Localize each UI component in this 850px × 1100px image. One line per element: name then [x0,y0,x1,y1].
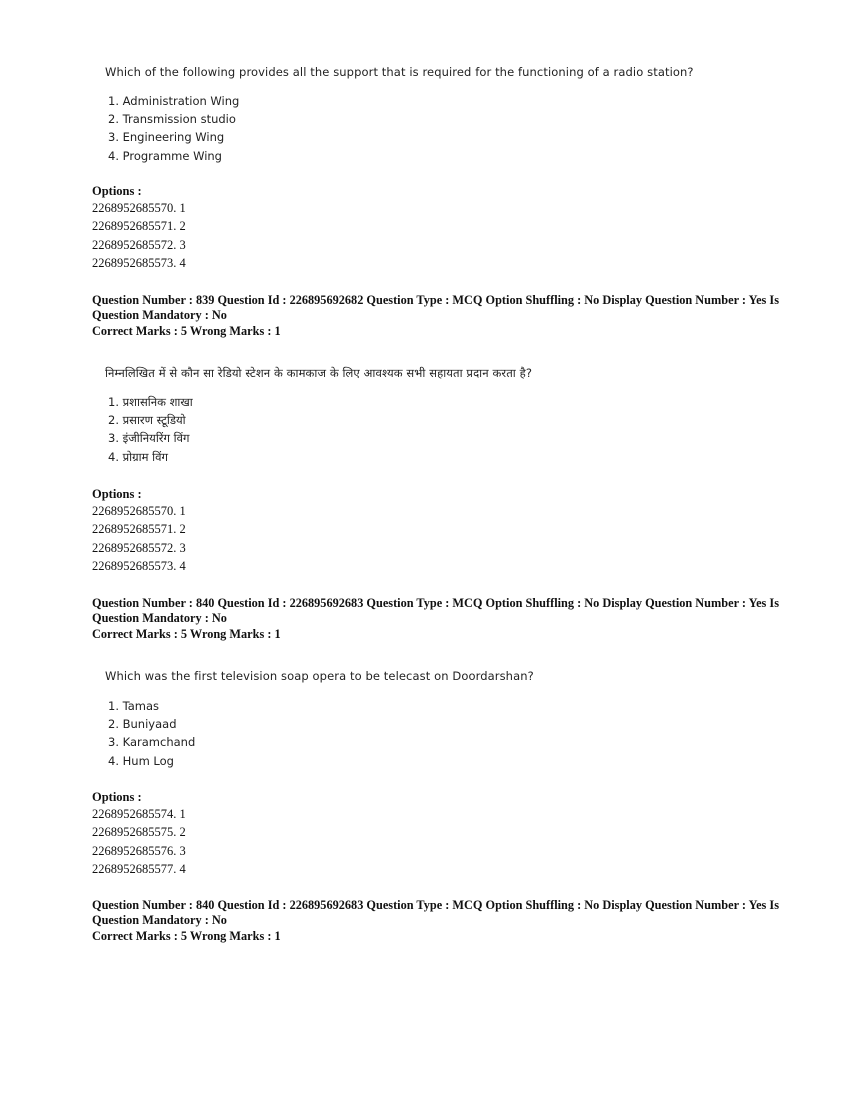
question-text: निम्नलिखित में से कौन सा रेडियो स्टेशन के कामकाज के लिए आवश्यक सभी सहायता प्रदान करता है? [105,366,533,380]
option-id: 2268952685570. 1 [92,504,186,518]
option-id: 2268952685572. 3 [92,237,186,252]
option-id: 2268952685576. 3 [92,843,186,858]
options-label: Options : [92,184,142,198]
meta-line: Question Mandatory : No [92,308,227,322]
option-id: 2268952685577. 4 [92,861,186,876]
choice-item: 3. Karamchand [108,735,196,750]
options-label: Options : [92,487,142,501]
answer-choices [108,393,193,466]
options-label: Options : [92,790,142,804]
option-id: 2268952685575. 2 [92,825,186,840]
option-id: 2268952685571. 2 [92,219,186,234]
choice-item: 3. इंजीनियरिंग विंग [108,431,190,446]
choice-item: 4. प्रोग्राम विंग [108,449,168,464]
answer-choices [108,697,195,770]
choice-item: 1. Tamas [108,699,160,713]
choice-item: 3. Engineering Wing [108,130,225,145]
options-list [92,199,186,272]
question-meta [92,293,779,339]
marks-line: Correct Marks : 5 Wrong Marks : 1 [92,929,281,943]
question-meta [92,898,779,944]
option-id: 2268952685574. 1 [92,807,186,821]
choice-item: 4. Programme Wing [108,148,222,163]
choice-item: 4. Hum Log [108,753,174,768]
marks-line: Correct Marks : 5 Wrong Marks : 1 [92,627,281,641]
option-id: 2268952685573. 4 [92,255,186,270]
options-list [92,805,186,878]
choice-item: 2. Transmission studio [108,112,236,127]
option-id: 2268952685570. 1 [92,201,186,215]
option-id: 2268952685571. 2 [92,522,186,537]
meta-line: Question Mandatory : No [92,611,227,625]
options-list [92,502,186,575]
meta-line: Question Number : 840 Question Id : 226895692683 Question Type : MCQ Option Shuffling : No Display Question Number : Yes Is [92,596,779,610]
answer-choices [108,92,239,165]
question-text: Which of the following provides all the support that is required for the functioning of a radio station? [105,65,694,79]
choice-item: 2. प्रसारण स्टूडियो [108,413,186,428]
question-meta [92,596,779,642]
question-text: Which was the first television soap opera to be telecast on Doordarshan? [105,669,534,683]
option-id: 2268952685572. 3 [92,540,186,555]
choice-item: 1. प्रशासनिक शाखा [108,395,193,409]
choice-item: 2. Buniyaad [108,717,177,732]
meta-line: Question Mandatory : No [92,913,227,927]
meta-line: Question Number : 840 Question Id : 226895692683 Question Type : MCQ Option Shuffling : No Display Question Number : Yes Is [92,898,779,912]
marks-line: Correct Marks : 5 Wrong Marks : 1 [92,324,281,338]
option-id: 2268952685573. 4 [92,558,186,573]
choice-item: 1. Administration Wing [108,94,240,108]
meta-line: Question Number : 839 Question Id : 226895692682 Question Type : MCQ Option Shuffling : No Display Question Number : Yes Is [92,293,779,307]
